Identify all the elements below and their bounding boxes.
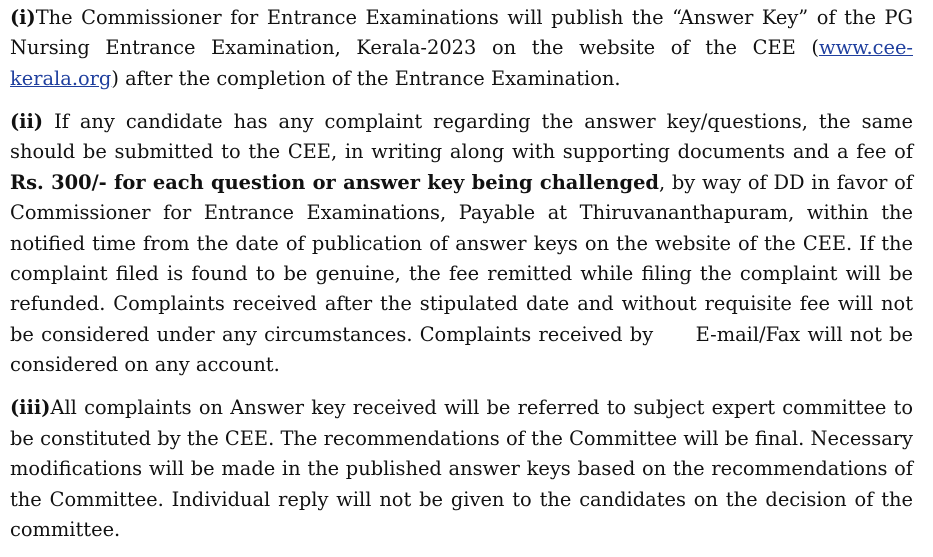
paragraph-ii-text-middle: , by way of DD in favor of Commissioner for Entrance Examinations, Payable at Thiruvananthapuram, within the notified time from the date of publication of answer keys on the website of the CEE. If the complaint filed is found to be genuine, the fee remitted while filing the complaint will be refunded. Complaints received after the stipulated date and without requisite fee will not be considered under any circumstances. Complaints received by (10, 170, 913, 346)
paragraph-iii (10, 393, 913, 545)
paragraph-i-text-end: ) after the completion of the Entrance Examination. (111, 66, 621, 90)
paragraph-i (10, 3, 913, 94)
paragraph-ii (10, 107, 913, 381)
paragraph-i-text-start: The Commissioner for Entrance Examinations will publish the “Answer Key” of the PG Nursing Entrance Examination, Kerala-2023 on the website of the CEE ( (10, 6, 913, 60)
paragraph-number-ii: (ii) (10, 110, 44, 134)
paragraph-number-i: (i) (10, 6, 36, 29)
fee-highlight: Rs. 300/- for each question or answer key being challenged (10, 170, 659, 194)
cee-website-link[interactable]: www.cee-kerala.org (10, 36, 913, 90)
paragraph-ii-text-start: If any candidate has any complaint regarding the answer key/questions, the same should be submitted to the CEE, in writing along with supporting documents and a fee of (10, 110, 913, 164)
paragraph-number-iii: (iii) (10, 396, 51, 420)
paragraph-ii-text-end: E-mail/Fax will not be considered on any account. (10, 322, 913, 377)
document-body (10, 3, 913, 546)
paragraph-iii-text: All complaints on Answer key received will be referred to subject expert committee to be constituted by the CEE. The recommendations of the Committee will be final. Necessary modifications will be made in the published answer keys based on the recommendations of the Committee. Individual reply will not be given to the candidates on the decision of the committee. (10, 396, 913, 542)
